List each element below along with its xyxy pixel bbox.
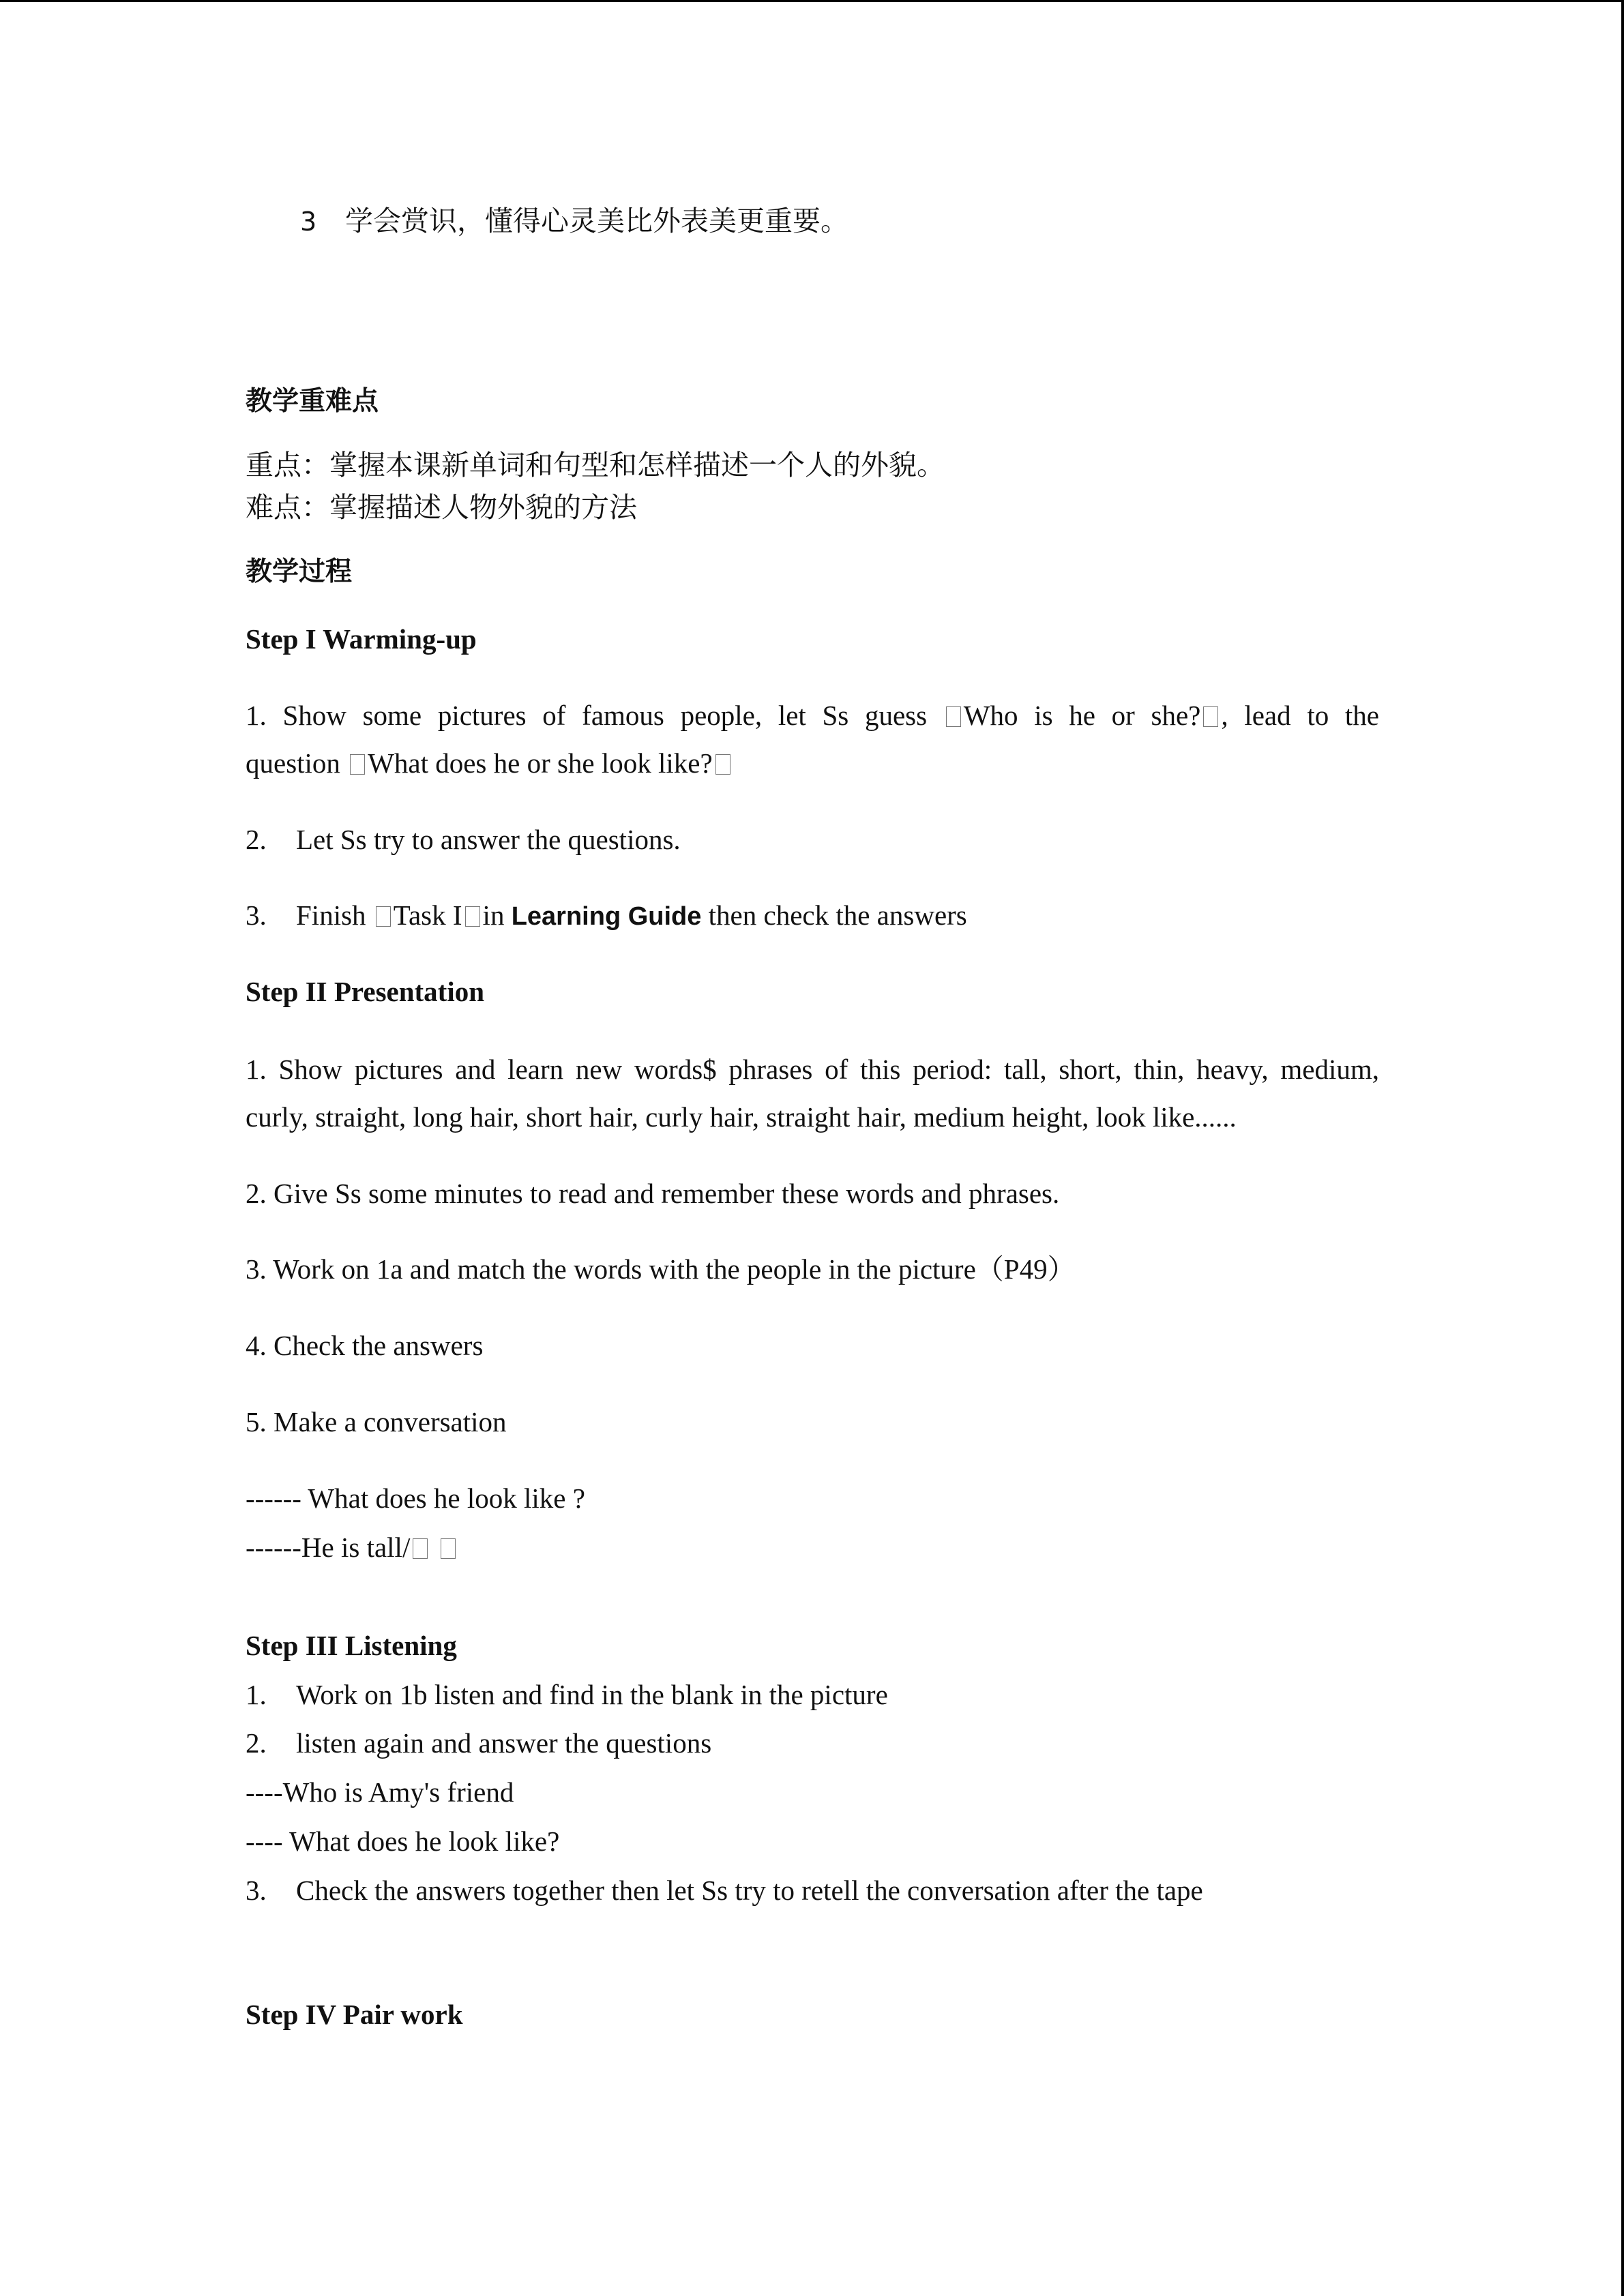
- step1-item1-line2: [246, 748, 733, 779]
- quote-mark-box: [946, 706, 961, 727]
- step3-item1: [246, 1680, 888, 1710]
- process-heading: 教学过程: [246, 556, 353, 587]
- key-points-difficulty: 难点：掌握描述人物外貌的方法: [246, 492, 637, 523]
- step3-question1: ----Who is Amy's friend: [246, 1776, 514, 1808]
- step2-item1-line1: 1. Show pictures and learn new words$ phrases of this period: tall, short, thin, heavy, medium,: [246, 1054, 1379, 1085]
- step1-item1-question: Who is he or she?: [963, 700, 1201, 731]
- step1-item3-pre: Finish: [296, 899, 366, 931]
- step2-dialog-line2: [246, 1532, 458, 1563]
- blank-box: [441, 1538, 456, 1559]
- page-right-border: [1621, 0, 1624, 2296]
- step1-item3-number: 3.: [246, 899, 267, 931]
- step2-dialog-line1: ------ What does he look like ?: [246, 1482, 585, 1514]
- quote-mark-box: [715, 754, 730, 775]
- step2-title: Step II Presentation: [246, 976, 485, 1007]
- step2-dialog-line2-text: ------He is tall/: [246, 1532, 411, 1563]
- step3-item2: [246, 1728, 711, 1759]
- step3-item1-number: 1.: [246, 1679, 267, 1710]
- quote-mark-box: [376, 906, 391, 927]
- step1-item3-guide: Learning Guide: [511, 902, 702, 931]
- quote-mark-box: [1203, 706, 1218, 727]
- step1-item2: [246, 824, 681, 855]
- step2-item4: 4. Check the answers: [246, 1330, 484, 1361]
- step3-item2-number: 2.: [246, 1727, 267, 1759]
- step3-item3-text: Check the answers together then let Ss try to retell the conversation after the tape: [296, 1875, 1203, 1906]
- step1-item3-task: Task I: [393, 899, 462, 931]
- step2-item2: 2. Give Ss some minutes to read and remember these words and phrases.: [246, 1178, 1060, 1209]
- step1-item2-text: Let Ss try to answer the questions.: [296, 824, 681, 855]
- step3-item1-text: Work on 1b listen and find in the blank in the picture: [296, 1679, 888, 1710]
- quote-mark-box: [465, 906, 480, 927]
- step1-item1-question2: What does he or she look like?: [368, 747, 713, 779]
- step1-title: Step I Warming-up: [246, 623, 477, 655]
- key-points-heading: 教学重难点: [246, 386, 379, 417]
- blank-box: [413, 1538, 428, 1559]
- step1-item3: [246, 900, 967, 931]
- step1-item2-number: 2.: [246, 824, 267, 855]
- key-points-focus: 重点：掌握本课新单词和句型和怎样描述一个人的外貌。: [246, 449, 945, 481]
- step4-title: Step IV Pair work: [246, 1999, 463, 2030]
- goal-item-3-number: 3: [300, 207, 317, 237]
- goal-item-3: [300, 206, 848, 237]
- step3-question2: ---- What does he look like?: [246, 1825, 560, 1857]
- step3-item3: [246, 1875, 1203, 1906]
- quote-mark-box: [350, 754, 365, 775]
- step1-item1-line1: [246, 691, 1379, 740]
- step1-item3-in: in: [482, 899, 505, 931]
- page-top-border: [0, 0, 1624, 2]
- step3-item2-text: listen again and answer the questions: [296, 1727, 712, 1759]
- step1-item3-post: then check the answers: [701, 899, 967, 931]
- step3-title: Step III Listening: [246, 1630, 457, 1661]
- goal-item-3-text: 学会赏识，懂得心灵美比外表美更重要。: [345, 205, 848, 237]
- step1-item1-text: 1. Show some pictures of famous people, let Ss guess: [246, 700, 928, 731]
- step3-item3-number: 3.: [246, 1875, 267, 1906]
- step2-item5: 5. Make a conversation: [246, 1406, 507, 1437]
- step2-item3: 3. Work on 1a and match the words with the people in the picture（P49）: [246, 1253, 1076, 1285]
- step1-item1-line2-text: question: [246, 747, 340, 779]
- step1-item1-tail: , lead to the: [1221, 700, 1380, 731]
- step2-item1-line2: curly, straight, long hair, short hair, curly hair, straight hair, medium height, look like......: [246, 1101, 1237, 1133]
